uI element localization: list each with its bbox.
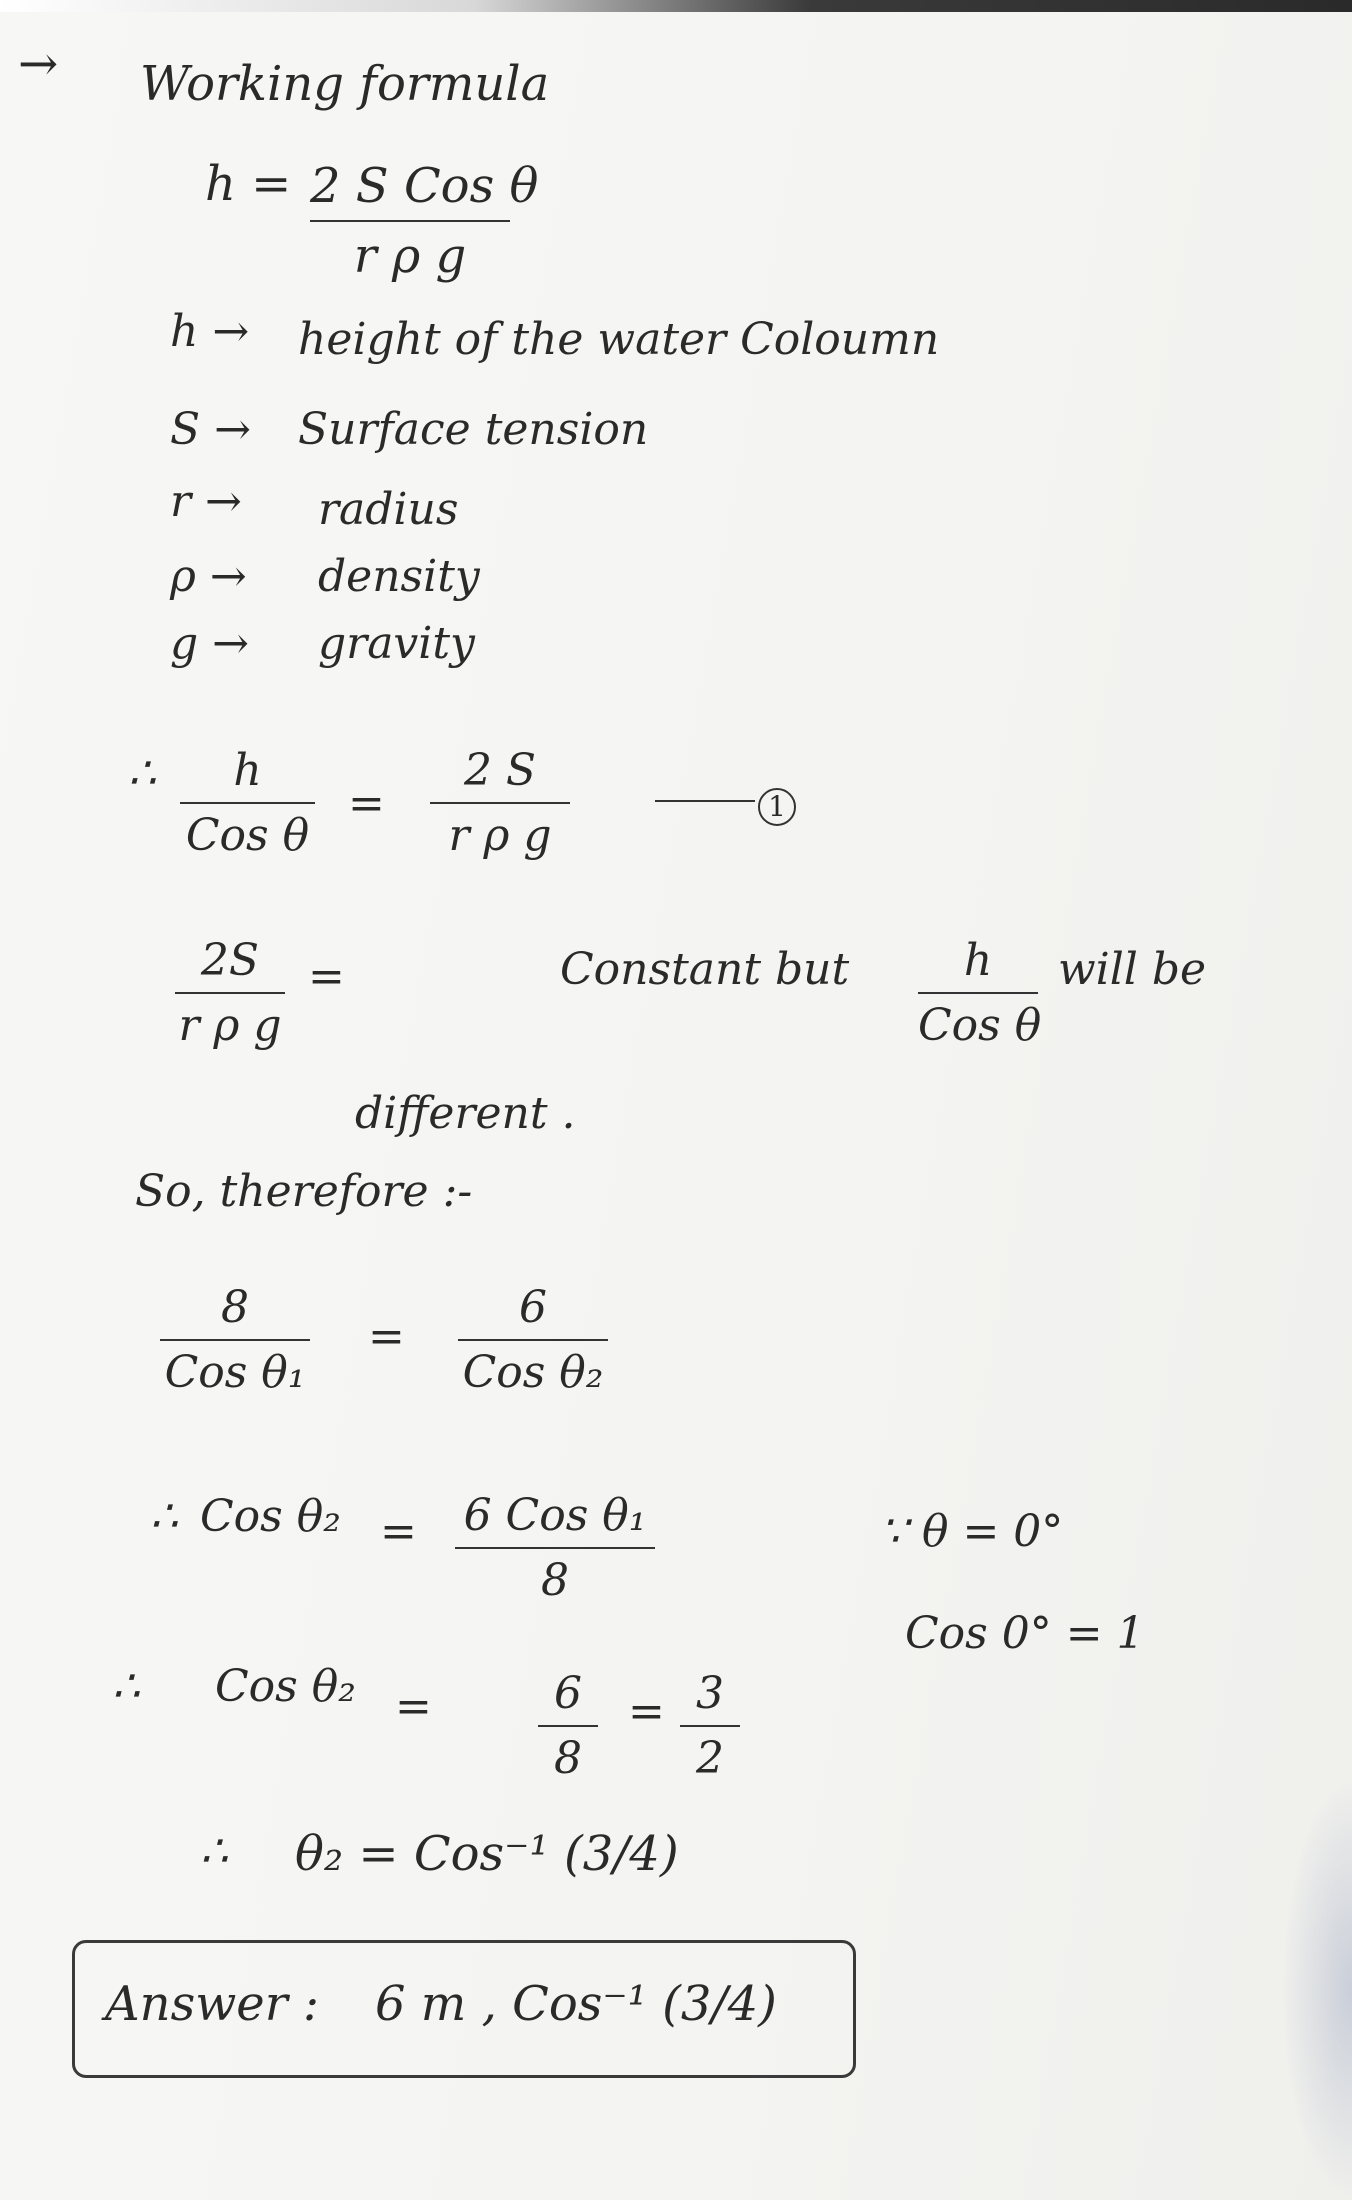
fraction-bar	[310, 220, 510, 222]
eq2-fraction	[175, 935, 285, 1051]
eq4-denominator: 8	[541, 1555, 569, 1606]
eq2-h-numerator: h	[963, 935, 993, 986]
equals-sign: =	[368, 1311, 405, 1362]
equals-sign: =	[395, 1681, 432, 1732]
def-symbol: S →	[170, 404, 251, 455]
fraction-bar	[538, 1725, 598, 1727]
therefore-symbol: ∴	[128, 748, 156, 799]
eq5-fraction-2	[680, 1668, 740, 1784]
eq5-denominator-1: 8	[554, 1733, 582, 1784]
def-text: radius	[318, 484, 459, 535]
eq1-right-denominator: r ρ g	[448, 810, 552, 861]
fraction-bar	[680, 1725, 740, 1727]
page-top-edge	[0, 0, 1352, 12]
eq1-left-denominator: Cos θ	[185, 810, 310, 861]
def-text: density	[318, 551, 480, 602]
eq3-right-fraction	[458, 1282, 608, 1398]
eq3-right-denominator: Cos θ₂	[462, 1347, 604, 1398]
eq2-h-fraction	[918, 935, 1042, 1051]
formula-denominator: r ρ g	[353, 228, 467, 284]
eq4-fraction	[455, 1490, 655, 1606]
fraction-bar	[160, 1339, 310, 1341]
header-arrow: →	[18, 36, 59, 92]
equals-sign: =	[380, 1506, 417, 1557]
eq5-denominator-2: 2	[696, 1733, 724, 1784]
eq3-right-numerator: 6	[519, 1282, 547, 1333]
eq2-denominator: r ρ g	[178, 1000, 282, 1051]
def-symbol: h →	[170, 306, 250, 357]
fraction-bar	[455, 1547, 655, 1549]
eq4-lhs: Cos θ₂	[200, 1491, 341, 1542]
eq1-right-fraction	[430, 745, 570, 861]
side-note-condition: ∵ θ = 0°	[880, 1506, 1064, 1557]
eq1-left-numerator: h	[233, 745, 262, 796]
eq2-numerator: 2S	[200, 935, 260, 986]
answer-label: Answer :	[105, 1976, 320, 2032]
def-symbol: g →	[170, 618, 250, 669]
eq3-left-numerator: 8	[221, 1282, 249, 1333]
formula-numerator: 2 S Cos θ	[310, 158, 539, 214]
different-text: different .	[355, 1088, 576, 1139]
side-note-cos: Cos 0° = 1	[905, 1608, 1145, 1659]
constant-text: Constant but	[560, 944, 850, 995]
answer-value: 6 m , Cos⁻¹ (3/4)	[375, 1976, 777, 2032]
def-symbol: ρ →	[170, 551, 247, 602]
eq5-fraction-1	[538, 1668, 598, 1784]
def-symbol: r →	[170, 476, 242, 527]
def-text: height of the water Coloumn	[298, 314, 940, 365]
fraction-bar	[180, 802, 315, 804]
equation-tag-line	[655, 800, 755, 802]
eq5-numerator-1: 6	[554, 1668, 582, 1719]
eq3-left-denominator: Cos θ₁	[164, 1347, 306, 1398]
eq5-lhs: Cos θ₂	[215, 1661, 356, 1712]
will-be-text: will be	[1058, 944, 1207, 995]
eq3-left-fraction	[160, 1282, 310, 1398]
equation-number	[758, 780, 796, 826]
fraction-bar	[430, 802, 570, 804]
formula-fraction	[310, 158, 539, 284]
page-shadow	[1282, 1780, 1352, 2200]
equals-sign: =	[308, 951, 345, 1002]
eq6-result: θ₂ = Cos⁻¹ (3/4)	[295, 1826, 679, 1882]
therefore-symbol: ∴	[112, 1661, 140, 1712]
eq4-numerator: 6 Cos θ₁	[463, 1490, 647, 1541]
eq2-h-denominator: Cos θ	[918, 1000, 1042, 1051]
fraction-bar	[175, 992, 285, 994]
therefore-symbol: ∴	[200, 1826, 228, 1877]
fraction-bar	[458, 1339, 608, 1341]
def-text: gravity	[318, 618, 475, 669]
equals-sign: =	[348, 778, 385, 829]
eq1-right-numerator: 2 S	[463, 745, 537, 796]
equals-sign: =	[628, 1686, 665, 1737]
so-therefore-text: So, therefore :-	[135, 1166, 473, 1217]
fraction-bar	[918, 992, 1038, 994]
eq5-numerator-2: 3	[696, 1668, 724, 1719]
def-text: Surface tension	[298, 404, 649, 455]
eq1-left-fraction	[180, 745, 315, 861]
formula-lhs: h =	[205, 156, 292, 212]
section-title: Working formula	[140, 56, 550, 112]
therefore-symbol: ∴	[150, 1491, 178, 1542]
equation-number-circle: 1	[758, 788, 796, 826]
